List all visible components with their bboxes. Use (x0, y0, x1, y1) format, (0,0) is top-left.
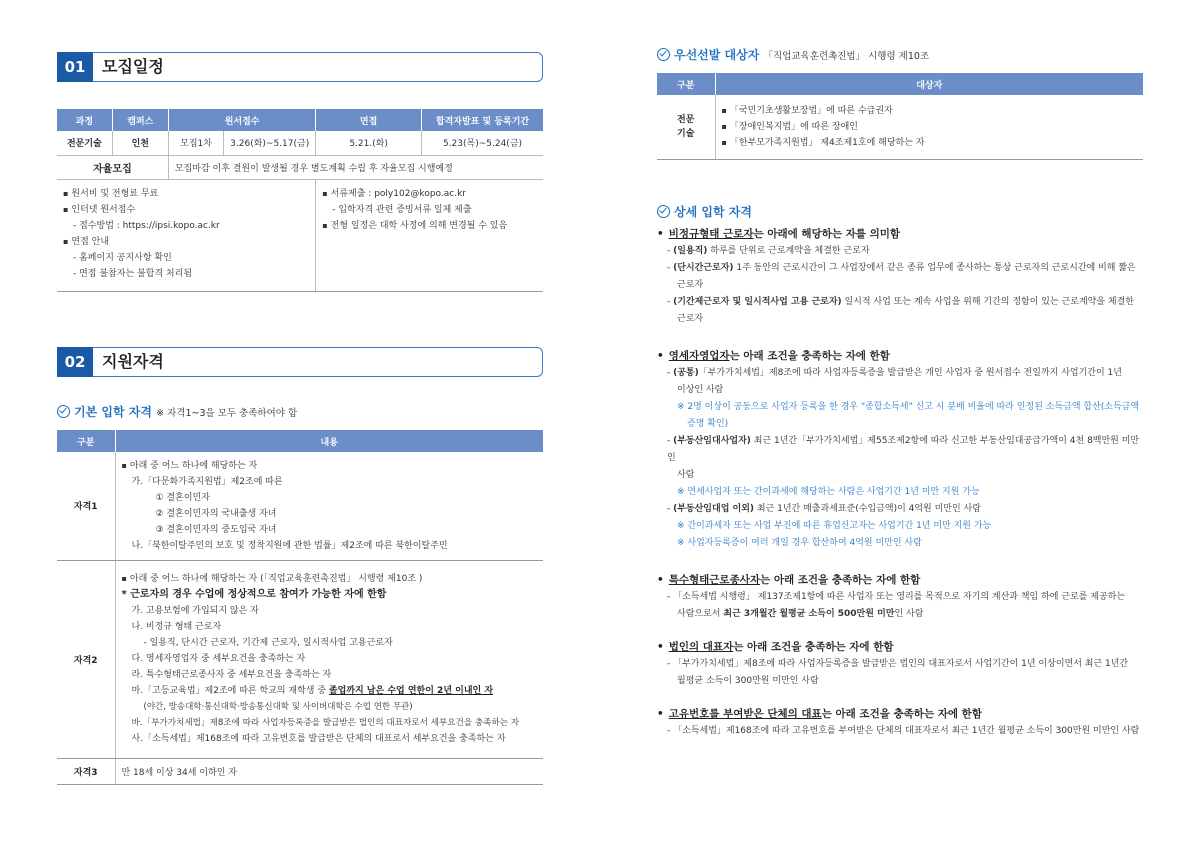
list-item: - 면접 불참자는 불합격 처리됨 (73, 268, 193, 279)
section-number: 02 (57, 347, 93, 377)
col-content: 내용 (115, 430, 543, 452)
check-circle-icon (657, 48, 670, 61)
section-header-schedule (57, 52, 543, 82)
table-row (57, 131, 543, 155)
list-item: - (부동산임대업 이외) 최근 1년간 매출과세표준(수입금액)이 4억원 미만인 사람 (667, 504, 981, 514)
list-item: - (일용직) 하루를 단위로 근로계약을 체결한 근로자 (667, 246, 870, 256)
col-category: 구분 (57, 430, 115, 452)
list-item: - 「부가가치세법」제8조에 따라 사업자등록증을 발급받은 법인의 대표자로서 사업기간이 1년 이상이면서 최근 1년간 (667, 659, 1129, 669)
qual1-label: 자격1 (57, 452, 115, 560)
list-item: - (단시간근로자) 1주 동안의 근로시간이 그 사업장에서 같은 종류 업무에 종사하는 통상 근로자의 근로시간에 비해 짧은 (667, 263, 1136, 273)
cell-result: 5.23(목)~5.24(금) (422, 131, 544, 155)
detail-heading: • 영세자영업자는 아래 조건을 충족하는 자에 한함 (657, 348, 1143, 365)
table-row (57, 155, 543, 179)
list-item: ※ 사업자등록증이 여러 개일 경우 합산하여 4억원 미만인 사람 (677, 538, 922, 548)
section-title: 모집일정 (102, 57, 164, 76)
list-item: 나.「북한이탈주민의 보호 및 정착지원에 관한 법률」제2조에 따른 북한이탈주민 (131, 540, 448, 551)
check-circle-icon (657, 205, 670, 218)
col-apply: 원서접수 (168, 109, 315, 131)
list-item: 사람 (677, 470, 695, 480)
list-item: (야간, 방송대학·통신대학·방송통신대학 및 사이버대학은 수업 연한 무관) (143, 702, 413, 712)
notes-right (316, 179, 543, 291)
list-item: ▪ 전형 일정은 대학 사정에 의해 변경될 수 있음 (322, 218, 537, 234)
cell-round: 모집1차 (168, 131, 223, 155)
detail-heading: • 특수형태근로종사자는 아래 조건을 충족하는 자에 한함 (657, 572, 1143, 589)
section-title: 지원자격 (102, 352, 164, 371)
list-item: 근로자 (677, 314, 704, 324)
qual1-content (115, 452, 543, 560)
list-item: ※ 간이과세자 또는 사업 부진에 따른 휴업신고자는 사업기간 1년 미만 지원 가능 (677, 521, 992, 531)
list-item: 사.「소득세법」제168조에 따라 고유번호를 발급받은 단체의 대표로서 세부요건을 충족하는 자 (131, 734, 506, 744)
basic-qualification-note: ※ 자격1~3을 모두 충족하여야 함 (156, 408, 298, 419)
detail-content (657, 226, 1143, 740)
list-item: - (기간제근로자 및 일시적사업 고용 근로자) 일시적 사업 또는 계속 사업을 위해 기간의 정함이 있는 근로계약을 체결한 (667, 297, 1134, 307)
list-item: - (공통)「부가가치세법」제8조에 따라 사업자등록증을 발급받은 개인 사업자 중 원서접수 전일까지 사업기간이 1년 (667, 368, 1122, 378)
list-item: - 홈페이지 공지사항 확인 (73, 252, 172, 263)
list-item: 이상인 사람 (677, 385, 724, 395)
list-item: ▪ 면접 안내 (63, 234, 309, 250)
list-item: 바.「부가가치세법」제8조에 따라 사업자등록증을 발급받은 법인의 대표자로서 세부요건을 충족하는 자 (131, 718, 520, 728)
list-item: * 근로자의 경우 수업에 정상적으로 참여가 가능한 자에 한함 (121, 589, 387, 600)
table-row (57, 452, 543, 560)
section-number: 01 (57, 52, 93, 82)
list-item: - 입학자격 관련 증빙서류 일체 제출 (332, 204, 472, 215)
list-item: - 「소득세법」제168조에 따라 고유번호를 부여받은 단체의 대표자로서 최근 1년간 월평균 소득이 300만원 미만인 사람 (667, 726, 1140, 736)
list-item: ▪ 원서비 및 전형료 무료 (63, 186, 309, 202)
priority-label: 전문 기술 (657, 95, 715, 159)
qual3-label: 자격3 (57, 758, 115, 784)
list-item: ▪ 「장애인복지법」에 따른 장애인 (722, 119, 1138, 135)
cell-free-label: 자율모집 (57, 155, 168, 179)
list-item: ※ 2명 이상이 공동으로 사업자 등록을 한 경우 "종합소득세" 신고 시 분배 비율에 따라 인정된 소득금액 합산(소득금액 (677, 402, 1140, 412)
list-item: ※ 면세사업자 또는 간이과세에 해당하는 사람은 사업기간 1년 미만 지원 가능 (677, 487, 980, 497)
qual-header-row (57, 430, 543, 452)
priority-content (715, 95, 1143, 159)
list-item: ② 결혼이민자의 국내출생 자녀 (155, 508, 277, 519)
table-row (57, 758, 543, 784)
col-result: 합격자발표 및 등록기간 (422, 109, 544, 131)
priority-note: 「직업교육훈련촉진법」 시행령 제10조 (763, 51, 930, 62)
qual3-content: 만 18세 이상 34세 이하인 자 (115, 758, 543, 784)
table-row (57, 560, 543, 758)
qualification-table (57, 430, 543, 785)
list-item: 라. 특수형태근로종사자 중 세부요건을 충족하는 자 (131, 670, 332, 680)
list-item: ▪ 아래 중 어느 하나에 해당하는 자 (122, 458, 538, 474)
basic-qualification-title: 기본 입학 자격 ※ 자격1~3을 모두 충족하여야 함 (57, 403, 297, 420)
detail-heading: • 법인의 대표자는 아래 조건을 충족하는 자에 한함 (657, 639, 1143, 656)
list-item: ▪ 「한부모가족지원법」 제4조제1호에 해당하는 자 (722, 135, 1138, 151)
list-item: 가. 고용보험에 가입되지 않은 자 (131, 606, 259, 616)
list-item: ① 결혼이민자 (155, 492, 210, 503)
schedule-header-row (57, 109, 543, 131)
list-item: 나. 비정규 형태 근로자 (131, 622, 222, 632)
list-item: - 일용직, 단시간 근로자, 기간제 근로자, 일시적사업 고용근로자 (143, 638, 393, 648)
list-item: ③ 결혼이민자의 중도입국 자녀 (155, 524, 277, 535)
priority-table (657, 73, 1143, 160)
list-item: 증명 확인) (687, 419, 729, 429)
col-interview: 면접 (316, 109, 422, 131)
list-item: 사람으로서 최근 3개월간 월평균 소득이 500만원 미만인 사람 (677, 609, 924, 619)
schedule-table (57, 109, 543, 292)
col-category: 구분 (657, 73, 715, 95)
section-header-qualification (57, 347, 543, 377)
list-item: 가.「다문화가족지원법」제2조에 따른 (131, 476, 283, 487)
list-item: ▪ 「국민기초생활보장법」에 따른 수급권자 (722, 103, 1138, 119)
list-item: 다. 영세자영업자 중 세부요건을 충족하는 자 (131, 654, 306, 664)
list-item: ▪ 아래 중 어느 하나에 해당하는 자 (「직업교육훈련촉진법」 시행령 제10조 ) (122, 571, 538, 587)
list-item: 마.「고등교육법」제2조에 따른 학교의 재학생 중 졸업까지 남은 수업 연한이 2년 이내인 자 (131, 686, 494, 696)
notes-left (57, 179, 316, 291)
detail-heading: • 고유번호를 부여받은 단체의 대표는 아래 조건을 충족하는 자에 한함 (657, 706, 1143, 723)
table-row (657, 95, 1143, 159)
list-item: 월평균 소득이 300만원 미만인 사람 (677, 676, 819, 686)
list-item: 근로자 (677, 280, 704, 290)
list-item: - 「소득세법 시행령」 제137조제1항에 따른 사업자 또는 영리를 목적으로 자기의 계산과 책임 하에 근로를 제공하는 (667, 592, 1126, 602)
col-campus: 캠퍼스 (112, 109, 168, 131)
qual2-content (115, 560, 543, 758)
cell-apply: 3.26(화)~5.17(금) (224, 131, 316, 155)
cell-campus: 인천 (112, 131, 168, 155)
list-item: ▪ 서류제출 : poly102@kopo.ac.kr (322, 186, 537, 202)
check-circle-icon (57, 405, 70, 418)
priority-header-row (657, 73, 1143, 95)
cell-course: 전문기술 (57, 131, 112, 155)
col-course: 과정 (57, 109, 112, 131)
cell-interview: 5.21.(화) (316, 131, 422, 155)
cell-free-text: 모집마감 이후 결원이 발생될 경우 별도계획 수립 후 자율모집 시행예정 (168, 155, 543, 179)
list-item: ▪ 인터넷 원서접수 (63, 202, 309, 218)
detail-heading: • 비정규형태 근로자는 아래에 해당하는 자를 의미함 (657, 226, 1143, 243)
qual2-label: 자격2 (57, 560, 115, 758)
list-item: - (부동산임대사업자) 최근 1년간「부가가치세법」제55조제2항에 따라 신고한 부동산임대공급가액이 4천 8백만원 미만인 (667, 436, 1140, 463)
priority-title: 우선선발 대상자 「직업교육훈련촉진법」 시행령 제10조 (657, 46, 929, 63)
notes-row (57, 179, 543, 291)
detail-title: 상세 입학 자격 (657, 203, 752, 220)
col-target: 대상자 (715, 73, 1143, 95)
list-item: - 접수방법 : https://ipsi.kopo.ac.kr (73, 220, 220, 231)
